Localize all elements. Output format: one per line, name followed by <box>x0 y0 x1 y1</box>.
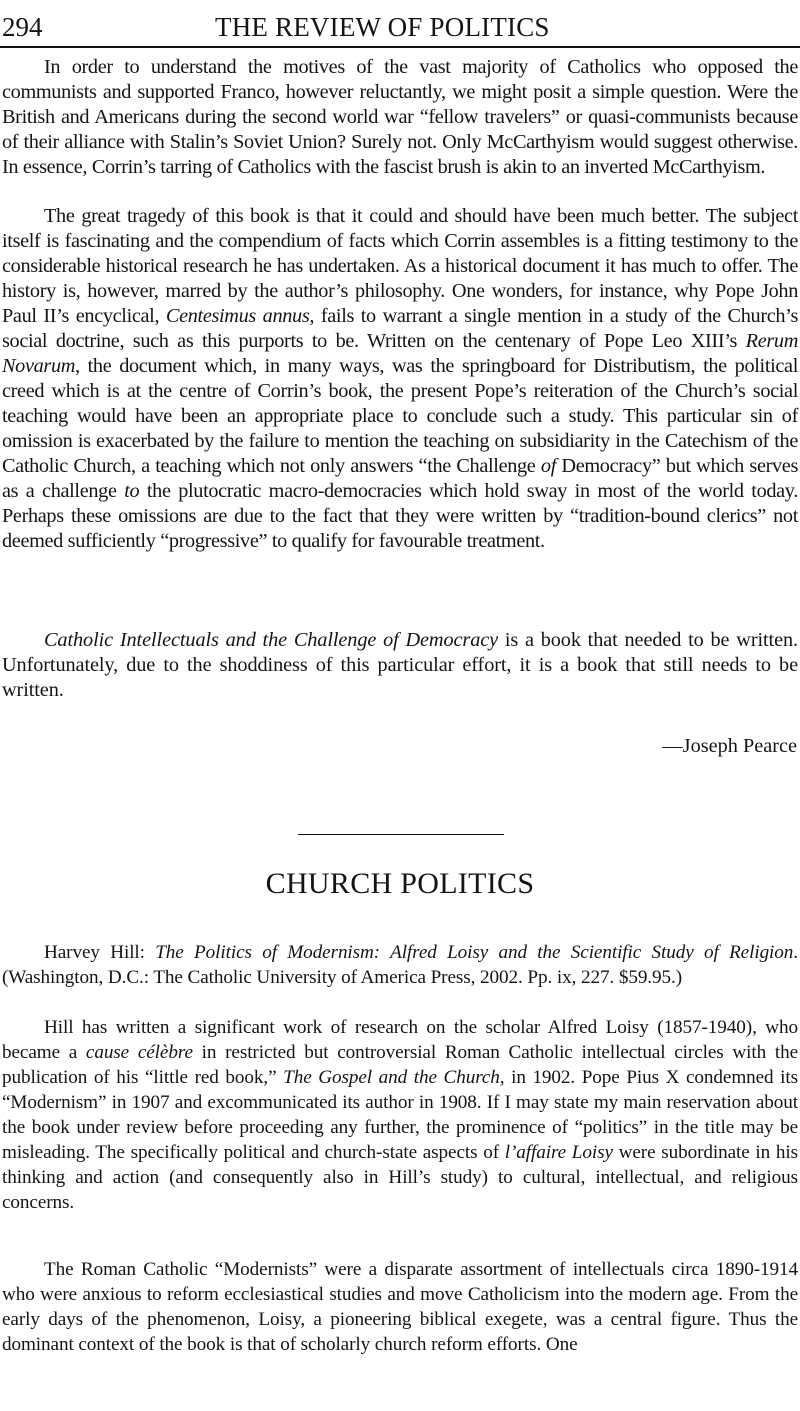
review-paragraph-2: The great tragedy of this book is that it could and should have been much better. The subject itself is fascinating and the compendium of facts which Corrin assembles is a fitting testimony to the considerable historical research he has undertaken. As a historical document it has much to offer. The history is, however, marred by the author’s philosophy. One wonders, for instance, why Pope John Paul II’s encyclical, Centesimus annus, fails to warrant a single mention in a study of the Church’s social doctrine, such as this purports to be. Written on the centenary of Pope Leo XIII’s Rerum Novarum, the document which, in many ways, was the springboard for Distributism, the political creed which is at the centre of Corrin’s book, the present Pope’s reiteration of the Church’s social teaching would have been an appropriate place to conclude such a study. This particular sin of omission is exacerbated by the failure to mention the teaching on subsidiarity in the Catechism of the Catholic Church, a teaching which not only answers “the Challenge of Democracy” but which serves as a challenge to the plutocratic macro-democracies which hold sway in most of the world today. Perhaps these omissions are due to the fact that they were written by “tradition-bound clerics” not deemed sufficiently “progressive” to qualify for favourable treatment. <box>2 205 798 552</box>
encyclical-title: Centesimus annus <box>165 305 310 327</box>
review-paragraph-3: Catholic Intellectuals and the Challenge of Democracy is a book that needed to be written. Unfortunately, due to the shoddiness of this particular effort, it is a book that still needs to be written. <box>2 629 798 701</box>
running-header <box>0 10 800 48</box>
review-paragraph-1: In order to understand the motives of the vast majority of Catholics who opposed the communists and supported Franco, however reluctantly, we might posit a simple question. Were the British and Americans during the second world war “fellow travelers” or quasi-communists because of their alliance with Stalin’s Soviet Union? Surely not. Only McCarthyism would suggest otherwise. In essence, Corrin’s tarring of Catholics with the fascist brush is akin to an inverted McCarthyism. <box>2 56 798 178</box>
book-title: The Gospel and the Church <box>283 1067 500 1088</box>
review-paragraph-5: The Roman Catholic “Modernists” were a disparate assortment of intellectuals circa 1890-1914 who were anxious to reform ecclesiastical studies and move Catholicism into the modern age. From the early days of the phenomenon, Loisy, a pioneering biblical exegete, was a central figure. Thus the dominant context of the book is that of scholarly church reform efforts. One <box>2 1259 798 1355</box>
book-title: Catholic Intellectuals and the Challenge of Democracy <box>44 629 499 651</box>
section-title: CHURCH POLITICS <box>265 867 535 900</box>
book-title: The Politics of Modernism: Alfred Loisy and the Scientific Study of Religion <box>155 942 794 963</box>
page-number: 294 <box>2 12 43 42</box>
journal-title: THE REVIEW OF POLITICS <box>215 12 550 42</box>
encyclical-title: Rerum Novarum <box>2 330 798 377</box>
reviewer-signature: —Joseph Pearce <box>662 735 797 757</box>
book-citation: Harvey Hill: The Politics of Modernism: Alfred Loisy and the Scientific Study of Religion. (Washington, D.C.: The Catholic University of America Press, 2002. Pp. ix, 227. $59.95.) <box>2 942 798 988</box>
section-divider <box>298 834 504 835</box>
review-paragraph-4: Hill has written a significant work of research on the scholar Alfred Loisy (1857-1940), who became a cause célèbre in restricted but controversial Roman Catholic intellectual circles with the publication of his “little red book,” The Gospel and the Church, in 1902. Pope Pius X condemned its “Modernism” in 1907 and excommunicated its author in 1908. If I may state my main reservation about the book under review before proceeding any further, the prominence of “politics” in the title may be misleading. The specifically political and church-state aspects of l’affaire Loisy were subordinate in his thinking and action (and consequently also in Hill’s study) to cultural, intellectual, and religious concerns. <box>2 1017 799 1213</box>
